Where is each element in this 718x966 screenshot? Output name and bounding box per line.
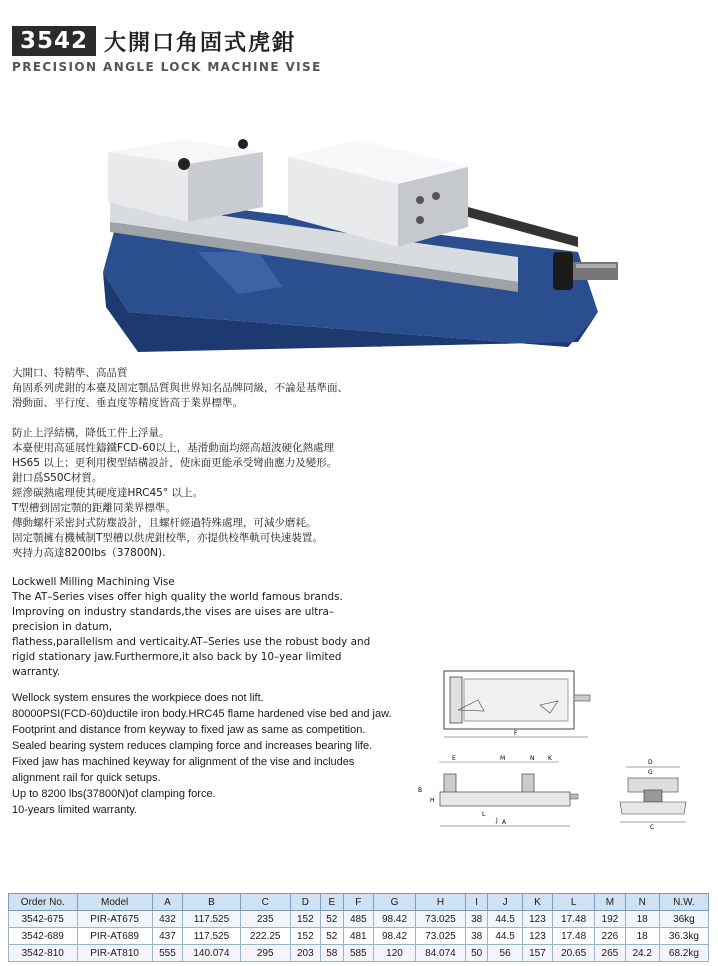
description-en [12, 575, 412, 680]
table-cell: 3542-689 [9, 928, 78, 945]
cn-line: 夾持力高達8200lbs（37800N). [12, 547, 166, 559]
table-cell: 222.25 [240, 928, 290, 945]
en-line: flathess,parallelism and verticaity.AT–Series use the robust body and [12, 636, 371, 648]
dim-label-a: A [502, 819, 507, 826]
table-cell: 50 [465, 945, 488, 962]
en-line: Improving on industry standards,the vises are uises are ultra– [12, 606, 335, 618]
cn-line: HS65 以上；更利用楔型結構設計，使床面更能承受彎曲應力及變形。 [12, 457, 338, 469]
col-header: G [373, 894, 415, 911]
feature-item: Wellock system ensures the workpiece does not lift. [12, 692, 264, 704]
table-cell: PIR-AT689 [77, 928, 152, 945]
table-cell: 3542-810 [9, 945, 78, 962]
cn-line: 傳動螺杆采密封式防塵設計，且螺杆經過特殊處理，可減少磨耗。 [12, 517, 317, 529]
table-cell: 481 [343, 928, 373, 945]
dim-label-b: B [418, 787, 423, 794]
dim-label-e: E [452, 755, 456, 762]
table-cell: 192 [595, 911, 625, 928]
top-view-drawing [438, 665, 598, 745]
vise-product-photo [98, 112, 628, 357]
table-cell: PIR-AT810 [77, 945, 152, 962]
col-header: M [595, 894, 625, 911]
col-header: N.W. [659, 894, 708, 911]
col-header: A [152, 894, 182, 911]
col-header: F [343, 894, 373, 911]
cn-line: 固定顎擁有機械制T型槽以供虎鉗校準，亦提供校準軌可快速裝置。 [12, 532, 323, 544]
dim-label-n: N [530, 755, 535, 762]
table-cell: 73.025 [416, 911, 466, 928]
table-cell: 44.5 [488, 911, 522, 928]
dim-label-c: C [650, 824, 655, 831]
table-cell: 18 [625, 911, 659, 928]
table-cell: 485 [343, 911, 373, 928]
en-line: precision in datum, [12, 621, 112, 633]
table-cell: 68.2kg [659, 945, 708, 962]
cn-line: 角固系列虎鉗的本臺及固定顎品質與世界知名品牌同級，不論是基準面、 [12, 382, 348, 394]
table-cell: 140.074 [183, 945, 241, 962]
spec-table [8, 893, 709, 962]
table-cell: 52 [321, 911, 344, 928]
table-cell: 24.2 [625, 945, 659, 962]
col-header: L [553, 894, 595, 911]
cn-line: 本臺使用高延展性鑄鐵FCD-60以上，基滑動面均經高超波硬化熱處理 [12, 442, 335, 454]
feature-list [12, 690, 392, 818]
dim-label-l: L [482, 811, 486, 818]
col-header: I [465, 894, 488, 911]
dim-label-m: M [500, 755, 506, 762]
feature-item: Footprint and distance from keyway to fixed jaw as same as competition. [12, 724, 366, 736]
table-cell: PIR-AT675 [77, 911, 152, 928]
table-cell: 36.3kg [659, 928, 708, 945]
table-cell: 3542-675 [9, 911, 78, 928]
feature-item: Fixed jaw has machined keyway for alignment of the vise and includes alignment rail for quick setups. [12, 756, 355, 784]
table-cell: 38 [465, 928, 488, 945]
col-header: J [488, 894, 522, 911]
table-cell: 235 [240, 911, 290, 928]
table-cell: 226 [595, 928, 625, 945]
model-code-badge: 3542 [12, 26, 96, 56]
table-row [9, 928, 709, 945]
cn-line: 鉗口爲S50C材質。 [12, 472, 103, 484]
cn-line: 大開口、特精準、高品質 [12, 367, 128, 379]
table-cell: 437 [152, 928, 182, 945]
product-title-cn: 大開口角固式虎鉗 [104, 30, 297, 56]
table-row [9, 911, 709, 928]
table-cell: 18 [625, 928, 659, 945]
dim-label-f: F [514, 730, 518, 737]
table-cell: 120 [373, 945, 415, 962]
table-header-row [9, 894, 709, 911]
table-cell: 585 [343, 945, 373, 962]
feature-item: 10-years limited warranty. [12, 804, 138, 816]
col-header: K [522, 894, 552, 911]
table-cell: 157 [522, 945, 552, 962]
table-cell: 20.65 [553, 945, 595, 962]
table-cell: 152 [290, 911, 320, 928]
dim-label-k: K [548, 755, 552, 762]
end-view-drawing [614, 756, 694, 836]
table-cell: 56 [488, 945, 522, 962]
table-cell: 84.074 [416, 945, 466, 962]
dim-label-h: H [430, 797, 435, 804]
feature-item: 80000PSI(FCD-60)ductile iron body.HRC45 flame hardened vise bed and jaw. [12, 708, 392, 720]
col-header: Model [77, 894, 152, 911]
table-cell: 123 [522, 928, 552, 945]
table-cell: 98.42 [373, 928, 415, 945]
table-row [9, 945, 709, 962]
col-header: B [183, 894, 241, 911]
product-title-en: PRECISION ANGLE LOCK MACHINE VISE [12, 60, 322, 74]
table-cell: 44.5 [488, 928, 522, 945]
cn-line: T型槽到固定顎的距離同業界標準。 [12, 502, 176, 514]
cn-line: 滑動面、平行度、垂直度等精度皆高于業界標準。 [12, 397, 243, 409]
table-cell: 432 [152, 911, 182, 928]
col-header: D [290, 894, 320, 911]
col-header: E [321, 894, 344, 911]
table-cell: 152 [290, 928, 320, 945]
description-cn [12, 366, 412, 561]
en-line: warranty. [12, 666, 61, 678]
table-cell: 52 [321, 928, 344, 945]
dim-label-g: G [648, 769, 653, 776]
table-cell: 203 [290, 945, 320, 962]
side-view-drawing [404, 752, 584, 832]
col-header: C [240, 894, 290, 911]
table-cell: 265 [595, 945, 625, 962]
table-cell: 17.48 [553, 911, 595, 928]
dim-label-j: J [496, 817, 498, 824]
cn-line: 防止上浮結構，降低工件上浮量。 [12, 427, 170, 439]
table-cell: 73.025 [416, 928, 466, 945]
dim-label-d: D [648, 759, 653, 766]
col-header: N [625, 894, 659, 911]
table-cell: 58 [321, 945, 344, 962]
en-heading: Lockwell Milling Machining Vise [12, 576, 175, 588]
cn-line: 經滲碳熱處理使其硬度達HRC45° 以上。 [12, 487, 203, 499]
en-line: rigid stationary jaw.Furthermore,it also back by 10–year limited [12, 651, 342, 663]
col-header: H [416, 894, 466, 911]
feature-item: Up to 8200 lbs(37800N)of clamping force. [12, 788, 216, 800]
table-cell: 38 [465, 911, 488, 928]
table-cell: 123 [522, 911, 552, 928]
table-cell: 295 [240, 945, 290, 962]
table-cell: 36kg [659, 911, 708, 928]
title-bar [12, 26, 296, 56]
table-cell: 555 [152, 945, 182, 962]
table-cell: 98.42 [373, 911, 415, 928]
col-header: Order No. [9, 894, 78, 911]
en-line: The AT–Series vises offer high quality the world famous brands. [12, 591, 343, 603]
feature-item: Sealed bearing system reduces clamping force and increases bearing life. [12, 740, 373, 752]
table-cell: 117.525 [183, 911, 241, 928]
table-cell: 17.48 [553, 928, 595, 945]
table-cell: 117.525 [183, 928, 241, 945]
